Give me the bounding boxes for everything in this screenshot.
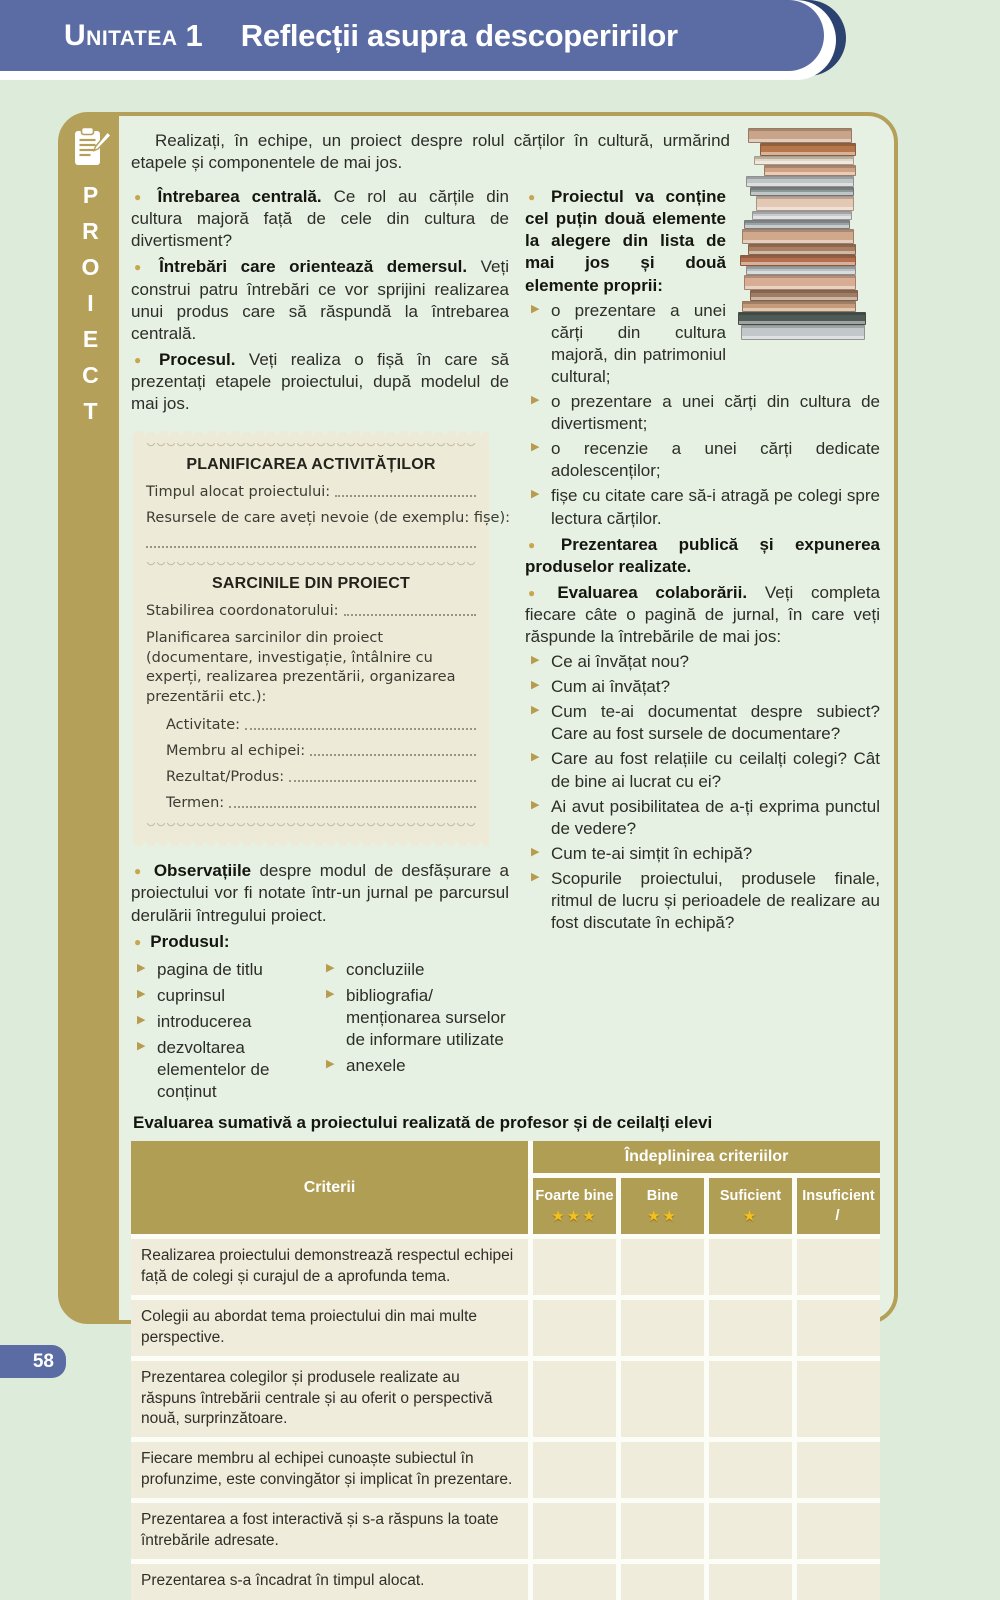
fill-in-line [229, 806, 476, 808]
field-label: Resursele de care aveți nevoie (de exemplu: fișe): [146, 510, 510, 527]
unit-number: 1 [185, 17, 203, 53]
rating-cell [621, 1300, 704, 1356]
list-item: ▶ cuprinsul [131, 985, 320, 1007]
criteria-cell: Prezentarea a fost interactivă și s-a răspuns la toate întrebările adresate. [131, 1503, 528, 1559]
rating-cell [533, 1442, 616, 1498]
list-item: ▶ o recenzie a unei cărți dedicate adolescenților; [525, 438, 880, 482]
rating-cell [709, 1361, 792, 1437]
form-field-membru [166, 743, 476, 759]
list-item: ▶ anexele [320, 1055, 509, 1077]
two-stars-icon: ★★ [647, 1206, 678, 1225]
bullet-dot-icon: ● [134, 934, 142, 949]
one-star-icon: ★ [742, 1206, 759, 1225]
sidebar-letter: C [82, 362, 99, 388]
bullet-lead: Produsul: [150, 931, 230, 951]
rating-cell [797, 1564, 880, 1599]
rating-cell [797, 1300, 880, 1356]
bullet-evaluarea-colaborarii [525, 582, 880, 648]
page-title: Reflecții asupra descoperirilor [240, 17, 678, 53]
bullet-observatiile [131, 860, 509, 926]
bullet-intrebarea-centrala [131, 186, 509, 252]
rating-cell [621, 1503, 704, 1559]
field-label: Termen: [166, 795, 225, 812]
form-field-coordonator [146, 603, 476, 619]
bullet-prezentarea-publica [525, 534, 880, 578]
field-label: Rezultat/Produs: [166, 769, 285, 786]
list-item: ▶ Scopurile proiectului, produsele finale, ritmul de lucru și perioadele de realizare au fost discutate în echipă? [525, 868, 880, 934]
bullet-procesul [131, 349, 509, 415]
field-label: Activitate: [166, 717, 241, 734]
journal-questions-list [525, 651, 880, 934]
rating-cell [621, 1239, 704, 1295]
left-column [131, 182, 509, 1103]
product-list-right [320, 955, 509, 1104]
level-label: Suficient [719, 1187, 782, 1204]
form-field-activitate [166, 717, 476, 733]
sidebar-letter: O [81, 254, 100, 280]
page-number-badge [0, 1345, 66, 1378]
bullet-dot-icon: ● [528, 190, 542, 205]
bullet-dot-icon: ● [134, 864, 145, 879]
form-field-termen [166, 795, 476, 811]
rating-cell [709, 1300, 792, 1356]
list-item: ▶ introducerea [131, 1011, 320, 1033]
rating-cell [709, 1503, 792, 1559]
rating-cell [533, 1300, 616, 1356]
bullet-lead: Observațiile [153, 861, 252, 881]
field-label: Stabilirea coordonatorului: [146, 603, 339, 620]
form-field-timp [146, 484, 476, 500]
bullet-dot-icon: ● [134, 190, 149, 205]
list-item: ▶ Ce ai învățat nou? [525, 651, 880, 673]
form-torn-edge-top [133, 427, 489, 435]
planning-form [133, 427, 510, 850]
rating-cell [709, 1239, 792, 1295]
rating-cell [797, 1361, 880, 1437]
fill-in-line [245, 728, 476, 730]
criteria-cell: Realizarea proiectului demonstrează respectul echipei față de colegi și curajul de a aprofunda tema. [131, 1239, 528, 1295]
slash-mark: / [835, 1207, 842, 1225]
sidebar-letter: E [82, 326, 99, 352]
bullet-lead: Proiectul va conține cel puțin două elemente la alegere din lista de mai jos și două elemente proprii: [525, 187, 726, 295]
level-label: Foarte bine [535, 1187, 614, 1204]
rating-cell [709, 1442, 792, 1498]
bullet-lead: Evaluarea colaborării. [557, 582, 748, 602]
fill-in-line [310, 754, 476, 756]
evaluation-table [131, 1141, 880, 1599]
fill-in-line [335, 495, 476, 497]
right-column [525, 182, 880, 1103]
bullet-dot-icon: ● [134, 352, 150, 367]
fill-in-line [344, 614, 476, 616]
unit-header [0, 0, 1000, 80]
criteria-cell: Fiecare membru al echipei cunoaște subiectul în profunzime, este convingător și implicat în prezentare. [131, 1442, 528, 1498]
column-header-criterii: Criterii [131, 1141, 528, 1234]
list-item: ▶ dezvoltarea elementelor de conținut [131, 1037, 320, 1103]
form-section-title-planificarea: PLANIFICAREA ACTIVITĂȚILOR [186, 456, 436, 474]
bullet-lead: Prezentarea publică și expunerea produselor realizate. [525, 534, 881, 576]
list-item: ▶ pagina de titlu [131, 959, 320, 981]
bullet-lead: Întrebări care orientează demersul. [159, 257, 468, 277]
bullet-text: Veți realiza o fișă în care să prezentați etapele proiectului, după modelul de mai jos. [131, 349, 509, 414]
fill-in-line [146, 534, 476, 548]
header-bar [0, 0, 824, 71]
rating-cell [621, 1564, 704, 1599]
wavy-divider [146, 823, 476, 828]
rating-cell [621, 1361, 704, 1437]
product-list-left [131, 955, 320, 1104]
sidebar-letter: T [83, 398, 98, 424]
field-label: Timpul alocat proiectului: [146, 484, 331, 501]
list-item: ▶ concluziile [320, 959, 509, 981]
bullet-dot-icon: ● [528, 585, 549, 600]
form-field-rezultat [166, 769, 476, 785]
sidebar-letter: P [82, 182, 99, 208]
column-header-foarte-bine [533, 1178, 616, 1234]
criteria-cell: Prezentarea s-a încadrat în timpul alocat. [131, 1564, 528, 1599]
product-components-lists [131, 955, 509, 1104]
three-stars-icon: ★★★ [551, 1206, 598, 1225]
project-elements-list [525, 300, 880, 530]
list-item: ▶ Cum ai învățat? [525, 676, 880, 698]
unit-label: Unitatea [64, 18, 178, 52]
fill-in-line [289, 780, 476, 782]
page-number: 58 [32, 1350, 54, 1372]
level-label: Bine [646, 1187, 679, 1204]
rating-cell [533, 1239, 616, 1295]
column-header-suficient [709, 1178, 792, 1234]
list-item: ▶ Cum te-ai simțit în echipă? [525, 843, 880, 865]
form-field-planificare: Planificarea sarcinilor din proiect (documentare, investigație, întâlnire cu experți, realizarea prezentării, organizarea prezentării etc.): [146, 630, 456, 705]
bullet-produsul [131, 931, 509, 953]
list-item: ▶ Cum te-ai documentat despre subiect? Care au fost sursele de documentare? [525, 701, 880, 745]
bullet-dot-icon: ● [134, 260, 151, 275]
sidebar-vertical-label [82, 177, 100, 429]
rating-cell [797, 1442, 880, 1498]
form-section-title-sarcinile: SARCINILE DIN PROIECT [212, 575, 410, 593]
bullet-lead: Procesul. [158, 349, 236, 369]
sidebar-letter: I [87, 290, 94, 316]
rating-cell [533, 1503, 616, 1559]
wavy-divider [146, 562, 476, 567]
rating-cell [709, 1564, 792, 1599]
criteria-cell: Prezentarea colegilor și produsele realizate au răspuns întrebării centrale și au oferit o perspectivă nouă, surprinzătoare. [131, 1361, 528, 1437]
criteria-cell: Colegii au abordat tema proiectului din mai multe perspective. [131, 1300, 528, 1356]
clipboard-pencil-icon [70, 125, 112, 171]
list-item: ▶ o prezentare a unei cărți din cultura de divertisment; [525, 391, 880, 435]
project-panel [58, 112, 898, 1590]
list-item: ▶ bibliografia/ menționarea surselor de informare utilizate [320, 985, 509, 1051]
sidebar-letter: R [82, 218, 99, 244]
column-group-header: Îndeplinirea criteriilor [533, 1141, 880, 1173]
rating-cell [797, 1503, 880, 1559]
bullet-lead: Întrebarea centrală. [157, 187, 322, 207]
rating-cell [533, 1361, 616, 1437]
rating-cell [797, 1239, 880, 1295]
column-header-bine [621, 1178, 704, 1234]
project-content [119, 116, 894, 1590]
bullet-text: Veți completa fiecare câte o pagină de jurnal, în care veți răspunde la întrebările de mai jos: [525, 582, 880, 646]
list-item: ▶ fișe cu citate care să-i atragă pe colegi spre lectura cărților. [525, 485, 880, 529]
rating-cell [533, 1564, 616, 1599]
project-sidebar [62, 116, 119, 1320]
bullet-text: despre modul de desfășurare a proiectului vor fi notate într-un jurnal pe parcursul derulării întregului proiect. [131, 861, 509, 925]
list-item: ▶ o prezentare a unei cărți din cultura majoră, din patrimoniul cultural; [525, 300, 880, 388]
bullet-intrebari-orienteaza [131, 256, 509, 344]
bullet-text: Veți construi patru întrebări ce vor sprijini realizarea unui produs care să răspundă la întrebarea centrală. [131, 257, 510, 343]
bullet-text: Ce rol au cărțile din cultura majoră față de cele din cultura de divertisment? [131, 187, 509, 251]
wavy-divider [146, 443, 476, 448]
field-label: Membru al echipei: [166, 743, 306, 760]
list-item: ▶ Care au fost relațiile cu ceilalți colegi? Cât de bine ai lucrat cu ei? [525, 748, 880, 792]
form-field-resurse [146, 510, 510, 527]
intro-paragraph: Realizați, în echipe, un proiect despre rolul cărților în cultură, urmărind etapele și componentele de mai jos. [131, 131, 730, 173]
level-label: Insuficient [802, 1188, 875, 1205]
column-header-insuficient [797, 1178, 880, 1234]
list-item: ▶ Ai avut posibilitatea de a-ți exprima punctul de vedere? [525, 796, 880, 840]
evaluation-title: Evaluarea sumativă a proiectului realizată de profesor și de ceilalți elevi [133, 1113, 713, 1133]
bullet-dot-icon: ● [528, 537, 552, 552]
rating-cell [621, 1442, 704, 1498]
form-torn-edge-bottom [133, 842, 489, 850]
evaluation-section [131, 1113, 880, 1599]
